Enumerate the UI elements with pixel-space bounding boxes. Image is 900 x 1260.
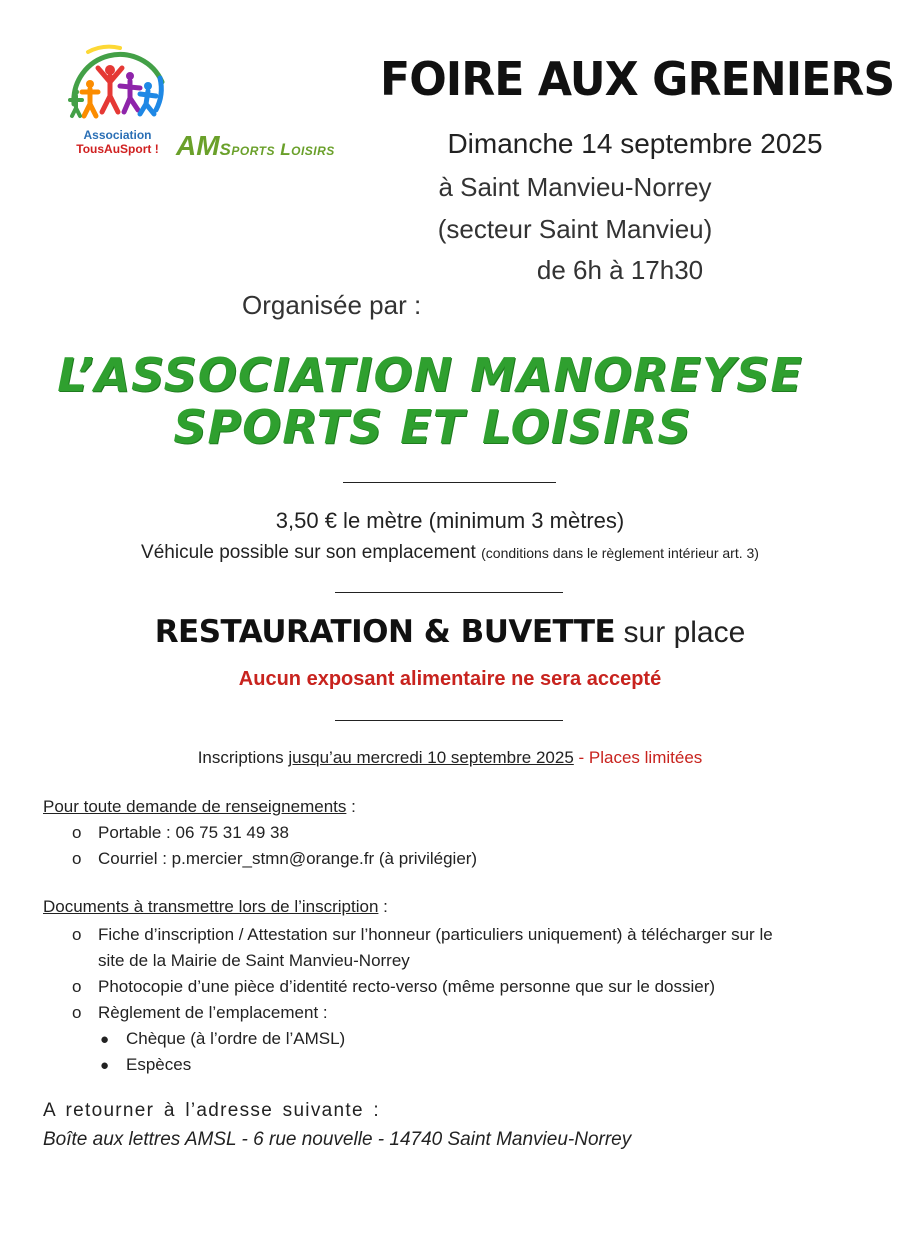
payment-option-cash (100, 1052, 191, 1079)
documents-title-colon: : (378, 897, 388, 916)
vehicle-text: Véhicule possible sur son emplacement (141, 542, 476, 563)
divider (335, 592, 563, 593)
bullet-dot-icon: ● (100, 1057, 110, 1074)
list-item-payment (72, 1000, 328, 1026)
inscriptions-deadline: jusqu’au mercredi 10 septembre 2025 (288, 748, 574, 767)
info-title-colon: : (346, 797, 356, 816)
registration-form-text: Fiche d’inscription / Attestation sur l’honneur (particuliers uniquement) à télécharger sur le (98, 925, 773, 944)
circle-bullet-icon: o (72, 925, 82, 944)
event-date: Dimanche 14 septembre 2025 (447, 128, 823, 159)
inscriptions-line (0, 748, 900, 768)
list-item-email (72, 846, 477, 872)
restauration-heading (0, 614, 900, 650)
vehicle-info (0, 542, 900, 564)
event-hours: de 6h à 17h30 (536, 255, 704, 285)
page-title: FOIRE AUX GRENIERS (380, 52, 895, 106)
circle-bullet-icon: o (72, 977, 82, 996)
list-item-id-copy (72, 974, 715, 1000)
logo-text-tousausport: TousAuSport ! (76, 142, 159, 156)
registration-form-text-continued: site de la Mairie de Saint Manvieu-Norrey (98, 951, 410, 970)
payment-text: Règlement de l’emplacement : (98, 1003, 328, 1022)
bullet-dot-icon: ● (100, 1031, 110, 1048)
restauration-bold: RESTAURATION & BUVETTE (154, 614, 616, 650)
sport-figures-icon (60, 42, 175, 132)
event-place: à Saint Manvieu-Norrey (438, 172, 712, 202)
food-exhibitor-warning: Aucun exposant alimentaire ne sera accepté (238, 668, 662, 690)
places-limited: Places limitées (588, 748, 703, 767)
event-sector: (secteur Saint Manvieu) (437, 214, 713, 244)
payment-option-cheque (100, 1026, 345, 1053)
inscriptions-prefix: Inscriptions (197, 748, 289, 767)
association-logo (60, 42, 175, 160)
info-section-title (43, 797, 356, 817)
phone-text: Portable : 06 75 31 49 38 (98, 823, 289, 842)
amsl-brand-logo (176, 130, 335, 162)
organizer-name-line1: L’ASSOCIATION MANOREYSE (57, 348, 803, 402)
circle-bullet-icon: o (72, 823, 82, 842)
list-item-phone (72, 820, 289, 846)
id-copy-text: Photocopie d’une pièce d’identité recto-verso (même personne que sur le dossier) (98, 977, 716, 996)
cheque-text: Chèque (à l’ordre de l’AMSL) (126, 1029, 346, 1048)
divider (343, 482, 556, 483)
brand-sports-loisirs: Sports Loisirs (219, 140, 335, 159)
price-per-meter: 3,50 € le mètre (minimum 3 mètres) (275, 508, 625, 533)
cash-text: Espèces (126, 1055, 192, 1074)
brand-am: AM (176, 130, 220, 161)
email-text: Courriel : p.mercier_stmn@orange.fr (à privilégier) (98, 849, 478, 868)
info-title-text: Pour toute demande de renseignements (43, 797, 347, 816)
inscriptions-separator: - (573, 748, 589, 767)
documents-section-title (43, 897, 388, 917)
organizer-name-line2: SPORTS ET LOISIRS (173, 400, 692, 454)
documents-title-text: Documents à transmettre lors de l’inscription (43, 897, 379, 916)
circle-bullet-icon: o (72, 1003, 82, 1022)
restauration-sur-place: sur place (615, 616, 746, 649)
return-label: A retourner à l’adresse suivante : (43, 1100, 380, 1121)
logo-text-association: Association (83, 128, 152, 142)
return-address: Boîte aux lettres AMSL - 6 rue nouvelle - 14740 Saint Manvieu-Norrey (43, 1129, 632, 1150)
circle-bullet-icon: o (72, 849, 82, 868)
list-item-registration-form (72, 922, 872, 948)
organised-by-label: Organisée par : (242, 290, 422, 320)
vehicle-note: (conditions dans le règlement intérieur art. 3) (481, 545, 759, 561)
divider (335, 720, 563, 721)
